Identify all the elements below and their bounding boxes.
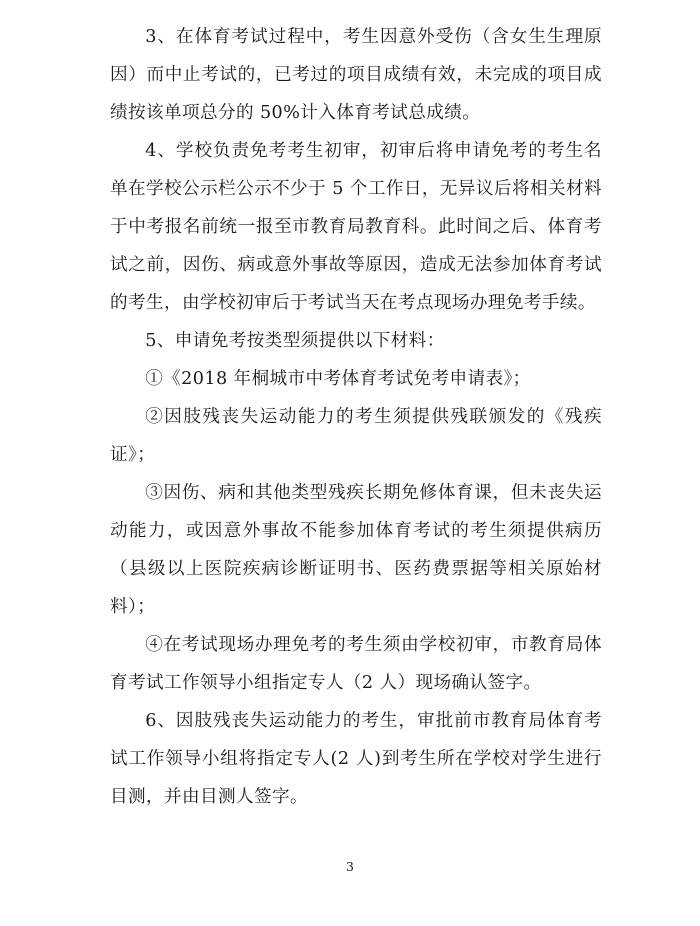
document-body xyxy=(110,18,602,816)
paragraph-3: 3、在体育考试过程中，考生因意外受伤（含女生生理原因）而中止考试的，已考过的项目成绩有效，未完成的项目成绩按该单项总分的 50%计入体育考试总成绩。 xyxy=(110,27,602,123)
paragraph-6: 6、因肢残丧失运动能力的考生，审批前市教育局体育考试工作领导小组将指定专人(2 人)到考生所在学校对学生进行目测，并由目测人签字。 xyxy=(110,711,602,807)
paragraph-5: 5、申请免考按类型须提供以下材料： xyxy=(145,331,445,351)
paragraph-5-item-2: ②因肢残丧失运动能力的考生须提供残联颁发的《残疾证》； xyxy=(110,407,602,465)
paragraph-5-item-3: ③因伤、病和其他类型残疾长期免修体育课，但未丧失运动能力，或因意外事故不能参加体育考试的考生须提供病历（县级以上医院疾病诊断证明书、医药费票据等相关原始材料）； xyxy=(110,483,602,617)
paragraph-5-item-1: ①《2018 年桐城市中考体育考试免考申请表》； xyxy=(145,369,531,389)
page-number: 3 xyxy=(346,859,354,874)
paragraph-5-item-4: ④在考试现场办理免考的考生须由学校初审，市教育局体育考试工作领导小组指定专人（2 人）现场确认签字。 xyxy=(110,635,602,693)
paragraph-4: 4、学校负责免考考生初审，初审后将申请免考的考生名单在学校公示栏公示不少于 5 个工作日，无异议后将相关材料于中考报名前统一报至市教育局教育科。此时间之后、体育考试之前，因伤、病或意外事故等原因，造成无法参加体育考试的考生，由学校初审后于考试当天在考点现场办理免考手续。 xyxy=(110,141,602,313)
